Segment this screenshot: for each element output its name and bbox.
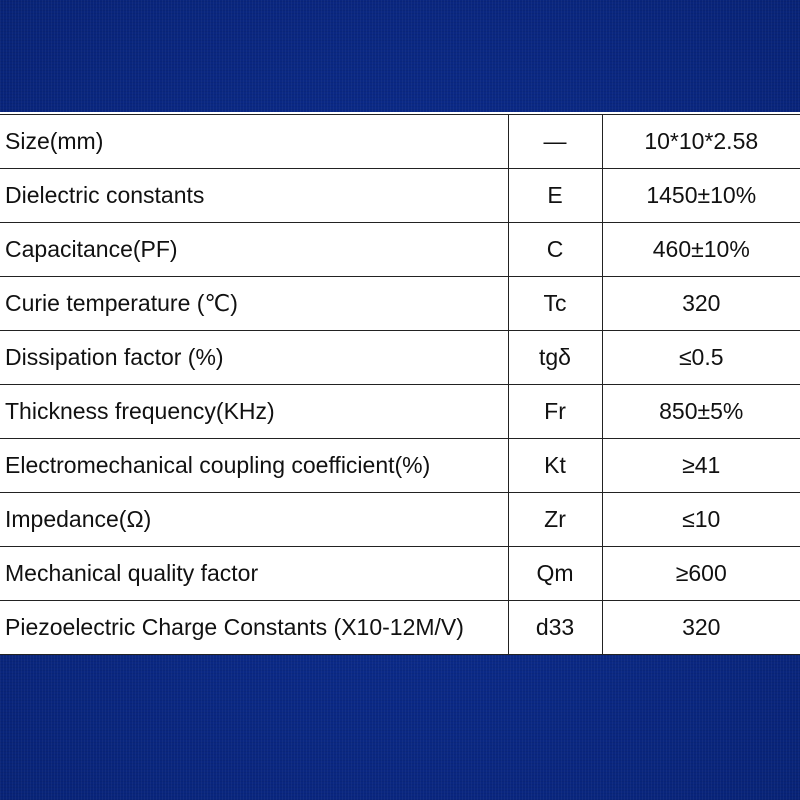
- spec-table: [0, 114, 800, 655]
- parameter-cell: Curie temperature (℃): [0, 277, 508, 331]
- parameter-cell: Piezoelectric Charge Constants (X10-12M/V): [0, 601, 508, 655]
- value-cell: 460±10%: [602, 223, 800, 277]
- value-cell: 850±5%: [602, 385, 800, 439]
- table-row: [0, 547, 800, 601]
- table-row: [0, 115, 800, 169]
- table-row: [0, 277, 800, 331]
- symbol-cell: —: [508, 115, 602, 169]
- value-cell: 320: [602, 277, 800, 331]
- symbol-cell: d33: [508, 601, 602, 655]
- table-row: [0, 169, 800, 223]
- parameter-cell: Capacitance(PF): [0, 223, 508, 277]
- table-row: [0, 223, 800, 277]
- parameter-cell: Dissipation factor (%): [0, 331, 508, 385]
- symbol-cell: C: [508, 223, 602, 277]
- symbol-cell: Zr: [508, 493, 602, 547]
- value-cell: ≥41: [602, 439, 800, 493]
- symbol-cell: Qm: [508, 547, 602, 601]
- value-cell: 10*10*2.58: [602, 115, 800, 169]
- symbol-cell: tgδ: [508, 331, 602, 385]
- parameter-cell: Thickness frequency(KHz): [0, 385, 508, 439]
- parameter-cell: Electromechanical coupling coefficient(%): [0, 439, 508, 493]
- parameter-cell: Size(mm): [0, 115, 508, 169]
- symbol-cell: Fr: [508, 385, 602, 439]
- symbol-cell: Tc: [508, 277, 602, 331]
- value-cell: 1450±10%: [602, 169, 800, 223]
- value-cell: 320: [602, 601, 800, 655]
- parameter-cell: Mechanical quality factor: [0, 547, 508, 601]
- table-row: [0, 385, 800, 439]
- symbol-cell: Kt: [508, 439, 602, 493]
- table-row: [0, 601, 800, 655]
- value-cell: ≥600: [602, 547, 800, 601]
- symbol-cell: E: [508, 169, 602, 223]
- table-row: [0, 493, 800, 547]
- value-cell: ≤0.5: [602, 331, 800, 385]
- spec-table-panel: [0, 112, 800, 654]
- parameter-cell: Dielectric constants: [0, 169, 508, 223]
- parameter-cell: Impedance(Ω): [0, 493, 508, 547]
- table-row: [0, 439, 800, 493]
- table-row: [0, 331, 800, 385]
- value-cell: ≤10: [602, 493, 800, 547]
